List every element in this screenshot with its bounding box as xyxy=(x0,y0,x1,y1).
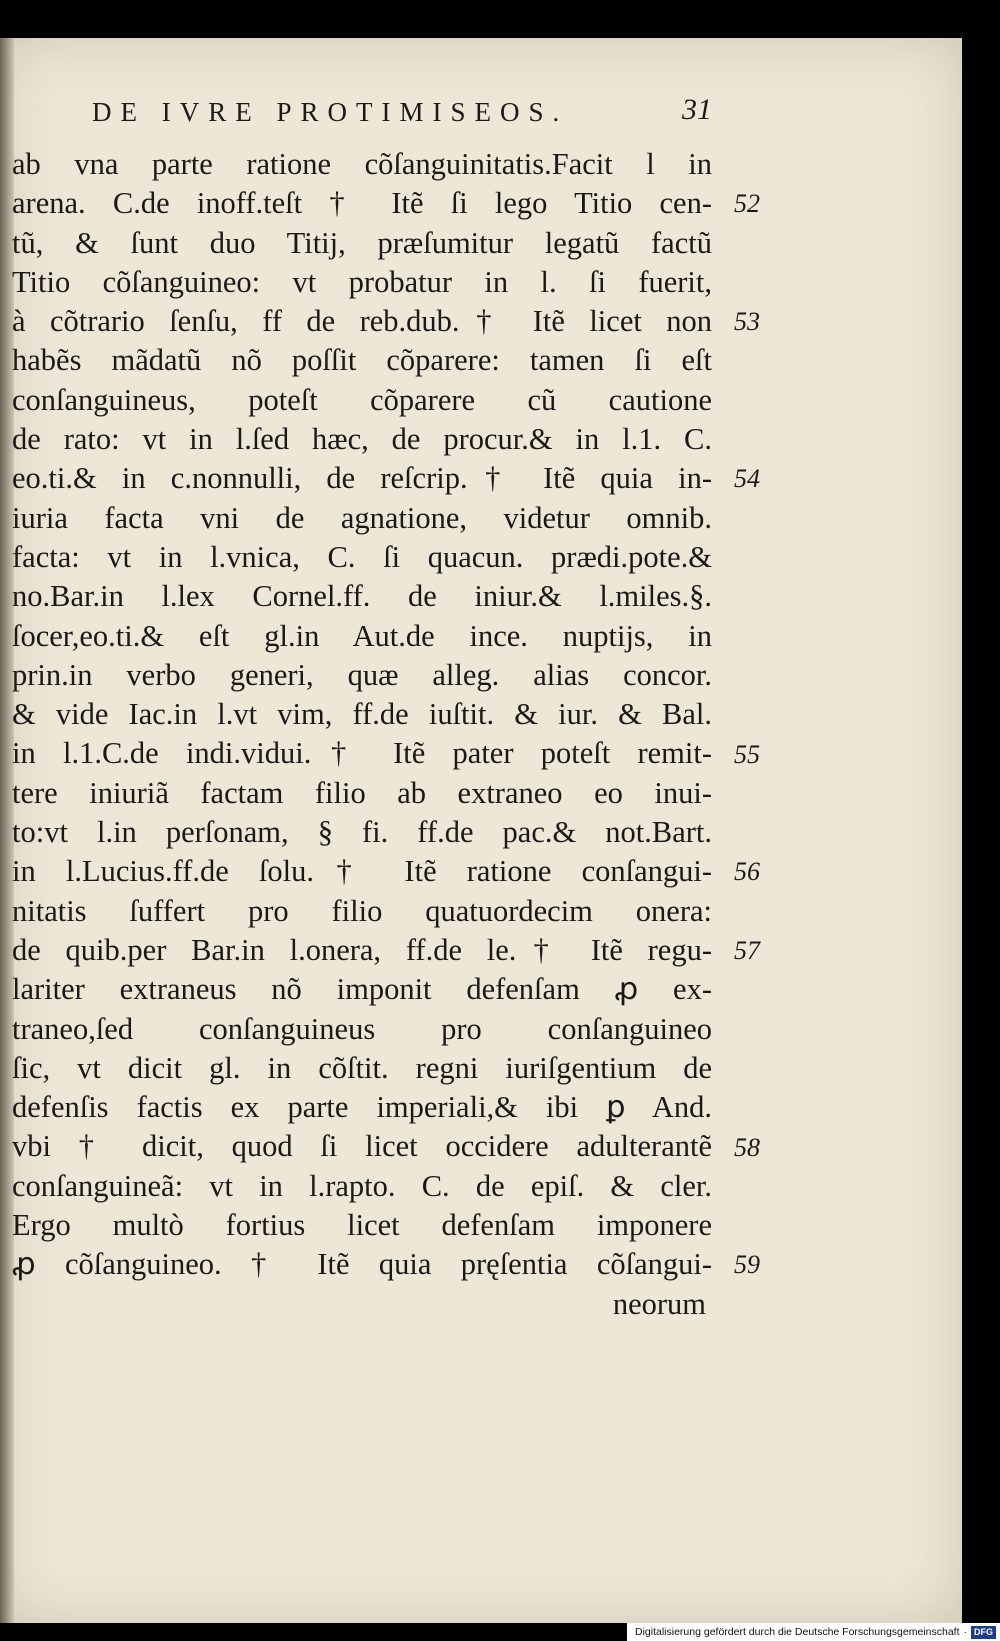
text-line: de rato: vt in l.ſed hæc, de procur.& in l.1. C. xyxy=(12,422,712,457)
text-line: vbi † dicit, quod ſi licet occidere adulterantẽ xyxy=(12,1129,712,1164)
margin-note-number: 58 xyxy=(734,1132,760,1162)
text-line: to:vt l.in perſonam, § fi. ff.de pac.& not.Bart. xyxy=(12,815,712,850)
text-line: Ergo multò fortius licet defenſam imponere xyxy=(12,1208,712,1243)
footer-credit: Digitalisierung gefördert durch die Deutsche Forschungsgemeinschaft · DFG xyxy=(627,1623,1000,1641)
footer-credit-text: Digitalisierung gefördert durch die Deutsche Forschungsgemeinschaft xyxy=(634,1626,960,1638)
text-line: conſanguineã: vt in l.rapto. C. de epiſ. & cler. xyxy=(12,1168,712,1203)
text-line: ꝓ cõſanguineo. † Itẽ quia pręſentia cõſangui- xyxy=(12,1247,712,1282)
text-line: tere iniuriã factam filio ab extraneo eo inui- xyxy=(12,775,712,810)
text-line: nitatis ſuffert pro filio quatuordecim onera: xyxy=(12,893,712,928)
text-line: arena. C.de inoff.teſt † Itẽ ſi lego Titio cen- xyxy=(12,186,712,221)
book-page xyxy=(0,38,962,1623)
page-header xyxy=(92,93,712,137)
margin-note-number: 52 xyxy=(734,189,760,219)
dfg-logo: DFG xyxy=(971,1626,996,1639)
text-line: traneo,ſed conſanguineus pro conſanguineo xyxy=(12,1011,712,1046)
text-line: no.Bar.in l.lex Cornel.ff. de iniur.& l.miles.§. xyxy=(12,579,712,614)
body-text xyxy=(12,145,760,1324)
text-line: tũ, & ſunt duo Titij, præſumitur legatũ factũ xyxy=(12,225,712,260)
text-line: ſocer,eo.ti.& eſt gl.in Aut.de ince. nuptijs, in xyxy=(12,618,712,653)
text-line: eo.ti.& in c.nonnulli, de reſcrip.† Itẽ quia in- xyxy=(12,461,712,496)
text-line: defenſis factis ex parte imperiali,& ibi ꝑ And. xyxy=(12,1090,712,1125)
text-line: in l.Lucius.ff.de ſolu.† Itẽ ratione conſangui- xyxy=(12,854,712,889)
text-line: de quib.per Bar.in l.onera, ff.de le.† Itẽ regu- xyxy=(12,932,712,967)
text-line: conſanguineus, poteſt cõparere cũ cautione xyxy=(12,382,712,417)
margin-note-number: 55 xyxy=(734,739,760,769)
text-line: ab vna parte ratione cõſanguinitatis.Facit l in xyxy=(12,147,712,181)
text-line: & vide Iac.in l.vt vim, ff.de iuſtit. & iur. & Bal. xyxy=(12,697,712,732)
text-line: à cõtrario ſenſu, ff de reb.dub.† Itẽ licet non xyxy=(12,304,712,339)
margin-note-number: 56 xyxy=(734,857,760,887)
text-lines xyxy=(12,145,712,1285)
margin-note-number: 59 xyxy=(734,1250,760,1280)
text-line: prin.in verbo generi, quæ alleg. alias concor. xyxy=(12,657,712,692)
text-line: ſic, vt dicit gl. in cõſtit. regni iuriſgentium de xyxy=(12,1050,712,1085)
folio-number: 31 xyxy=(682,93,712,126)
margin-note-number: 53 xyxy=(734,307,760,337)
text-line: Titio cõſanguineo: vt probatur in l. ſi fuerit, xyxy=(12,264,712,299)
text-line: lariter extraneus nõ imponit defenſam ꝓ ex- xyxy=(12,972,712,1007)
catchword: neorum xyxy=(612,1286,706,1321)
text-line: habẽs mãdatũ nõ poſſit cõparere: tamen ſi eſt xyxy=(12,343,712,378)
text-line: iuria facta vni de agnatione, videtur omnib. xyxy=(12,500,712,535)
running-title: DE IVRE PROTIMISEOS. xyxy=(92,97,569,127)
margin-note-number: 54 xyxy=(734,464,760,494)
text-line: facta: vt in l.vnica, C. ſi quacun. prædi.pote.& xyxy=(12,539,712,574)
text-line: in l.1.C.de indi.vidui.† Itẽ pater poteſt remit- xyxy=(12,736,712,771)
margin-note-number: 57 xyxy=(734,936,760,965)
